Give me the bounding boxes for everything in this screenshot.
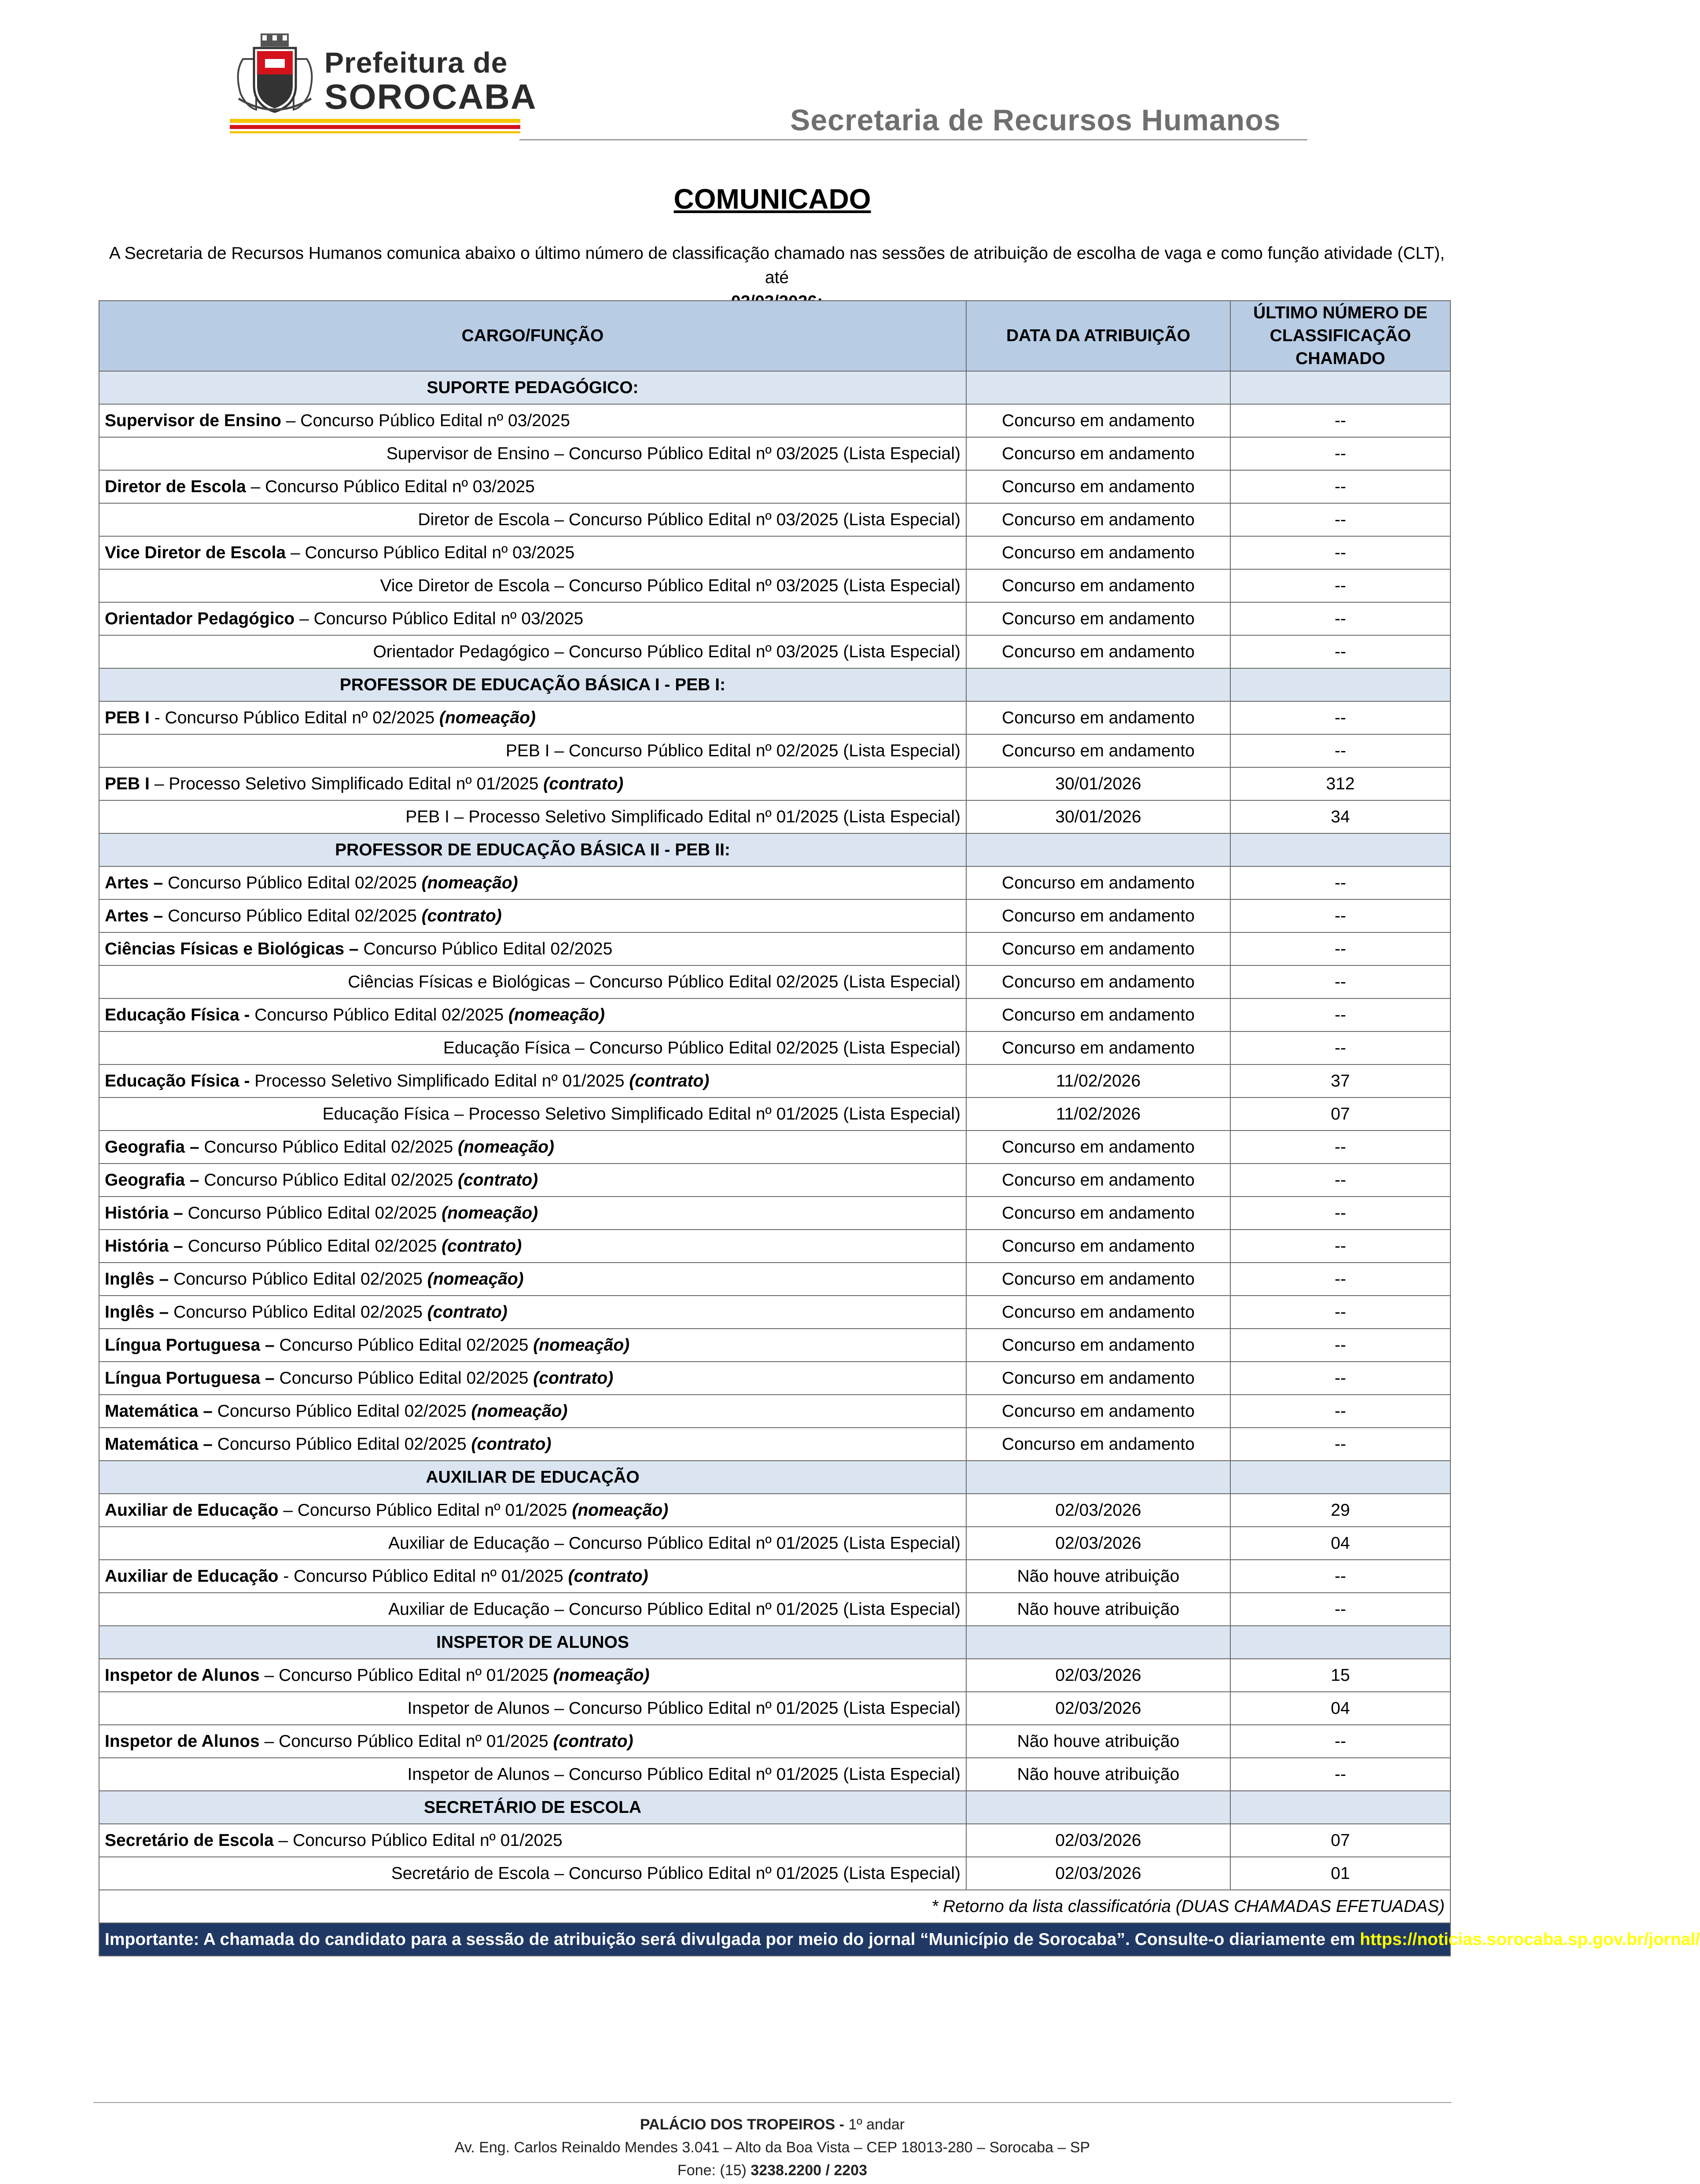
cargo-cell-lista-especial: Auxiliar de Educação – Concurso Público Edital nº 01/2025 (Lista Especial) bbox=[99, 1527, 966, 1560]
cargo-cell-lista-especial: Vice Diretor de Escola – Concurso Público Edital nº 03/2025 (Lista Especial) bbox=[99, 569, 966, 602]
table-row bbox=[99, 1064, 1450, 1098]
cargo-description: – Concurso Público Edital nº 01/2025 bbox=[278, 1500, 572, 1520]
cargo-description: Concurso Público Edital 02/2025 bbox=[358, 939, 613, 958]
table-body bbox=[99, 371, 1450, 1890]
section-title: PROFESSOR DE EDUCAÇÃO BÁSICA I - PEB I: bbox=[99, 668, 966, 701]
section-row bbox=[99, 833, 1450, 866]
cargo-name: Inspetor de Alunos bbox=[105, 1731, 260, 1751]
table-row bbox=[99, 635, 1450, 668]
footer-phone-line bbox=[0, 2159, 1545, 2182]
table-row bbox=[99, 404, 1450, 437]
data-atribuicao-cell: Concurso em andamento bbox=[966, 734, 1230, 767]
cargo-name: Artes – bbox=[105, 906, 163, 925]
data-atribuicao-cell: 11/02/2026 bbox=[966, 1098, 1230, 1131]
data-atribuicao-cell: Concurso em andamento bbox=[966, 1428, 1230, 1461]
cargo-modality: (nomeação) bbox=[508, 1005, 605, 1024]
table-row bbox=[99, 1031, 1450, 1064]
table-row bbox=[99, 602, 1450, 635]
cargo-name: Auxiliar de Educação bbox=[105, 1500, 279, 1520]
section-empty-cell bbox=[1230, 1461, 1450, 1494]
header-cargo: CARGO/FUNÇÃO bbox=[99, 301, 966, 371]
cargo-name: Língua Portuguesa – bbox=[105, 1335, 275, 1355]
prefeitura-logo bbox=[230, 33, 537, 134]
cargo-modality: (contrato) bbox=[629, 1071, 710, 1090]
cargo-name: Educação Física - bbox=[105, 1071, 250, 1090]
cargo-name: Inspetor de Alunos bbox=[105, 1665, 260, 1685]
data-atribuicao-cell: Concurso em andamento bbox=[966, 470, 1230, 503]
cargo-cell bbox=[99, 1824, 966, 1857]
cargo-cell bbox=[99, 767, 966, 800]
section-row bbox=[99, 371, 1450, 404]
section-title: PROFESSOR DE EDUCAÇÃO BÁSICA II - PEB II: bbox=[99, 833, 966, 866]
ultimo-numero-cell: -- bbox=[1230, 1593, 1450, 1626]
classification-table bbox=[99, 300, 1700, 1956]
cargo-modality: (contrato) bbox=[533, 1368, 614, 1388]
data-atribuicao-cell: Concurso em andamento bbox=[966, 899, 1230, 932]
important-cell bbox=[99, 1923, 1700, 1956]
cargo-description: Concurso Público Edital 02/2025 bbox=[183, 1236, 442, 1256]
cargo-name: PEB I bbox=[105, 774, 150, 793]
cargo-description: – Concurso Público Edital nº 01/2025 bbox=[259, 1731, 553, 1751]
cargo-cell-lista-especial: Inspetor de Alunos – Concurso Público Edital nº 01/2025 (Lista Especial) bbox=[99, 1758, 966, 1791]
ultimo-numero-cell: 312 bbox=[1230, 767, 1450, 800]
cargo-name: Inglês – bbox=[105, 1302, 169, 1322]
cargo-cell-lista-especial: Educação Física – Processo Seletivo Simplificado Edital nº 01/2025 (Lista Especial) bbox=[99, 1098, 966, 1131]
data-atribuicao-cell: Concurso em andamento bbox=[966, 932, 1230, 965]
cargo-cell bbox=[99, 602, 966, 635]
cargo-description: – Concurso Público Edital nº 03/2025 bbox=[294, 609, 584, 628]
ultimo-numero-cell: -- bbox=[1230, 965, 1450, 998]
cargo-cell-lista-especial: Orientador Pedagógico – Concurso Público Edital nº 03/2025 (Lista Especial) bbox=[99, 635, 966, 668]
cargo-description: Concurso Público Edital 02/2025 bbox=[199, 1170, 458, 1190]
ultimo-numero-cell: 04 bbox=[1230, 1527, 1450, 1560]
cargo-modality: (nomeação) bbox=[442, 1203, 538, 1223]
cargo-modality: (contrato) bbox=[471, 1434, 552, 1454]
ultimo-numero-cell: -- bbox=[1230, 569, 1450, 602]
data-atribuicao-cell: Concurso em andamento bbox=[966, 998, 1230, 1031]
cargo-cell bbox=[99, 1296, 966, 1329]
table-row bbox=[99, 998, 1450, 1031]
table-row bbox=[99, 1296, 1450, 1329]
cargo-modality: (contrato) bbox=[553, 1731, 633, 1751]
section-row bbox=[99, 668, 1450, 701]
data-atribuicao-cell: Concurso em andamento bbox=[966, 1197, 1230, 1230]
data-atribuicao-cell: Não houve atribuição bbox=[966, 1725, 1230, 1758]
table-row bbox=[99, 1329, 1450, 1362]
table-row bbox=[99, 1494, 1450, 1527]
cargo-cell bbox=[99, 536, 966, 569]
sorocaba-crest-icon bbox=[230, 33, 320, 114]
table-row bbox=[99, 1527, 1450, 1560]
data-atribuicao-cell: Concurso em andamento bbox=[966, 404, 1230, 437]
ultimo-numero-cell: -- bbox=[1230, 635, 1450, 668]
cargo-name: Auxiliar de Educação bbox=[105, 1566, 279, 1586]
ultimo-numero-cell: -- bbox=[1230, 404, 1450, 437]
page-header bbox=[0, 0, 1545, 145]
section-row bbox=[99, 1791, 1450, 1824]
section-empty-cell bbox=[1230, 1626, 1450, 1659]
cargo-description: Concurso Público Edital 02/2025 bbox=[199, 1137, 458, 1156]
cargo-modality: (nomeação) bbox=[439, 708, 536, 727]
data-atribuicao-cell: Não houve atribuição bbox=[966, 1560, 1230, 1593]
table-row bbox=[99, 536, 1450, 569]
section-empty-cell bbox=[966, 833, 1230, 866]
table-row bbox=[99, 1131, 1450, 1164]
cargo-modality: (contrato) bbox=[421, 906, 502, 925]
ultimo-numero-cell: 07 bbox=[1230, 1824, 1450, 1857]
cargo-cell-lista-especial: Ciências Físicas e Biológicas – Concurso Público Edital 02/2025 (Lista Especial) bbox=[99, 965, 966, 998]
ultimo-numero-cell: -- bbox=[1230, 1428, 1450, 1461]
footer-floor: 1º andar bbox=[844, 2116, 905, 2133]
data-atribuicao-cell: 30/01/2026 bbox=[966, 767, 1230, 800]
cargo-modality: (nomeação) bbox=[421, 873, 518, 892]
footer-address: Av. Eng. Carlos Reinaldo Mendes 3.041 – Alto da Boa Vista – CEP 18013-280 – Sorocaba – SP bbox=[454, 2139, 1090, 2156]
table-row bbox=[99, 1593, 1450, 1626]
cargo-name: Matemática – bbox=[105, 1434, 213, 1454]
data-atribuicao-cell: Concurso em andamento bbox=[966, 1395, 1230, 1428]
cargo-name: Geografia – bbox=[105, 1137, 199, 1156]
important-row bbox=[99, 1923, 1450, 1956]
data-atribuicao-cell: Concurso em andamento bbox=[966, 701, 1230, 734]
table-row bbox=[99, 503, 1450, 536]
section-title: INSPETOR DE ALUNOS bbox=[99, 1626, 966, 1659]
cargo-description: Concurso Público Edital 02/2025 bbox=[163, 873, 422, 892]
table-row bbox=[99, 899, 1450, 932]
data-atribuicao-cell: 30/01/2026 bbox=[966, 800, 1230, 833]
table-row bbox=[99, 569, 1450, 602]
footer-phone-label: Fone: (15) bbox=[677, 2162, 751, 2179]
cargo-cell bbox=[99, 404, 966, 437]
ultimo-numero-cell: -- bbox=[1230, 1329, 1450, 1362]
cargo-name: Secretário de Escola bbox=[105, 1830, 274, 1850]
ultimo-numero-cell: -- bbox=[1230, 1197, 1450, 1230]
ultimo-numero-cell: -- bbox=[1230, 1362, 1450, 1395]
ultimo-numero-cell: -- bbox=[1230, 1131, 1450, 1164]
page-title: COMUNICADO bbox=[673, 183, 871, 215]
data-atribuicao-cell: Concurso em andamento bbox=[966, 1362, 1230, 1395]
data-atribuicao-cell: Concurso em andamento bbox=[966, 569, 1230, 602]
data-atribuicao-cell: Concurso em andamento bbox=[966, 965, 1230, 998]
cargo-cell bbox=[99, 1428, 966, 1461]
ultimo-numero-cell: -- bbox=[1230, 470, 1450, 503]
cargo-description: - Concurso Público Edital nº 01/2025 bbox=[278, 1566, 568, 1586]
cargo-cell-lista-especial: Educação Física – Concurso Público Edital 02/2025 (Lista Especial) bbox=[99, 1031, 966, 1064]
cargo-name: História – bbox=[105, 1203, 183, 1223]
brand-line-1: Prefeitura de bbox=[324, 46, 508, 79]
section-empty-cell bbox=[966, 1461, 1230, 1494]
cargo-cell bbox=[99, 1064, 966, 1098]
footer-divider bbox=[93, 2102, 1451, 2103]
data-atribuicao-cell: 02/03/2026 bbox=[966, 1527, 1230, 1560]
ultimo-numero-cell: -- bbox=[1230, 932, 1450, 965]
ultimo-numero-cell: -- bbox=[1230, 899, 1450, 932]
table-row bbox=[99, 767, 1450, 800]
table-row bbox=[99, 1362, 1450, 1395]
cargo-cell bbox=[99, 1131, 966, 1164]
ultimo-numero-cell: -- bbox=[1230, 1560, 1450, 1593]
table-row bbox=[99, 1230, 1450, 1263]
cargo-cell-lista-especial: PEB I – Processo Seletivo Simplificado Edital nº 01/2025 (Lista Especial) bbox=[99, 800, 966, 833]
header-divider bbox=[519, 139, 1307, 140]
data-atribuicao-cell: Concurso em andamento bbox=[966, 602, 1230, 635]
ultimo-numero-cell: 37 bbox=[1230, 1064, 1450, 1098]
table-row bbox=[99, 1692, 1450, 1725]
ultimo-numero-cell: -- bbox=[1230, 1395, 1450, 1428]
ultimo-numero-cell: -- bbox=[1230, 1230, 1450, 1263]
cargo-name: Inglês – bbox=[105, 1269, 169, 1289]
table-row bbox=[99, 437, 1450, 470]
data-atribuicao-cell: Concurso em andamento bbox=[966, 437, 1230, 470]
section-empty-cell bbox=[1230, 833, 1450, 866]
ultimo-numero-cell: -- bbox=[1230, 1725, 1450, 1758]
cargo-cell bbox=[99, 1329, 966, 1362]
data-atribuicao-cell: Concurso em andamento bbox=[966, 1329, 1230, 1362]
section-empty-cell bbox=[966, 1791, 1230, 1824]
cargo-description: Concurso Público Edital 02/2025 bbox=[163, 906, 422, 925]
data-atribuicao-cell: Concurso em andamento bbox=[966, 866, 1230, 899]
data-atribuicao-cell: 02/03/2026 bbox=[966, 1659, 1230, 1692]
header-ultimo-numero: ÚLTIMO NÚMERO DE CLASSIFICAÇÃO CHAMADO bbox=[1230, 301, 1450, 371]
ultimo-numero-cell: -- bbox=[1230, 437, 1450, 470]
cargo-cell bbox=[99, 1395, 966, 1428]
footer-building-line bbox=[0, 2113, 1545, 2136]
section-title: SUPORTE PEDAGÓGICO: bbox=[99, 371, 966, 404]
cargo-cell-lista-especial: Auxiliar de Educação – Concurso Público Edital nº 01/2025 (Lista Especial) bbox=[99, 1593, 966, 1626]
data-atribuicao-cell: Não houve atribuição bbox=[966, 1593, 1230, 1626]
cargo-name: Língua Portuguesa – bbox=[105, 1368, 275, 1388]
data-atribuicao-cell: 02/03/2026 bbox=[966, 1857, 1230, 1890]
cargo-cell bbox=[99, 1362, 966, 1395]
cargo-description: Concurso Público Edital 02/2025 bbox=[169, 1269, 427, 1289]
cargo-cell bbox=[99, 932, 966, 965]
cargo-cell bbox=[99, 1197, 966, 1230]
note-cell: * Retorno da lista classificatória (DUAS CHAMADAS EFETUADAS) bbox=[99, 1890, 1450, 1923]
ultimo-numero-cell: -- bbox=[1230, 1758, 1450, 1791]
table-row bbox=[99, 1824, 1450, 1857]
department-name: Secretaria de Recursos Humanos bbox=[790, 103, 1281, 137]
data-atribuicao-cell: Concurso em andamento bbox=[966, 635, 1230, 668]
ultimo-numero-cell: -- bbox=[1230, 734, 1450, 767]
cargo-name: Artes – bbox=[105, 873, 163, 892]
cargo-description: – Concurso Público Edital nº 03/2025 bbox=[286, 543, 575, 562]
ultimo-numero-cell: -- bbox=[1230, 503, 1450, 536]
cargo-description: Processo Seletivo Simplificado Edital nº 01/2025 bbox=[250, 1071, 629, 1090]
table-row bbox=[99, 1725, 1450, 1758]
section-empty-cell bbox=[1230, 371, 1450, 404]
cargo-description: Concurso Público Edital 02/2025 bbox=[183, 1203, 442, 1223]
ultimo-numero-cell: -- bbox=[1230, 701, 1450, 734]
note-row bbox=[99, 1890, 1450, 1923]
cargo-cell bbox=[99, 998, 966, 1031]
footer-building: PALÁCIO DOS TROPEIROS - bbox=[640, 2116, 844, 2133]
cargo-modality: (nomeação) bbox=[427, 1269, 524, 1289]
cargo-description: – Concurso Público Edital nº 03/2025 bbox=[246, 477, 535, 496]
table-row bbox=[99, 1164, 1450, 1197]
cargo-description: – Concurso Público Edital nº 01/2025 bbox=[273, 1830, 563, 1850]
table-row bbox=[99, 800, 1450, 833]
table-row bbox=[99, 734, 1450, 767]
brand-line-2: SOROCABA bbox=[324, 77, 537, 116]
table-row bbox=[99, 965, 1450, 998]
table-row bbox=[99, 866, 1450, 899]
ultimo-numero-cell: 07 bbox=[1230, 1098, 1450, 1131]
ultimo-numero-cell: 29 bbox=[1230, 1494, 1450, 1527]
cargo-name: Geografia – bbox=[105, 1170, 199, 1190]
footer-phone: 3238.2200 / 2203 bbox=[751, 2162, 867, 2179]
cargo-cell bbox=[99, 1164, 966, 1197]
cargo-name: Supervisor de Ensino bbox=[105, 411, 281, 430]
cargo-cell bbox=[99, 1725, 966, 1758]
data-atribuicao-cell: 11/02/2026 bbox=[966, 1064, 1230, 1098]
cargo-description: – Concurso Público Edital nº 03/2025 bbox=[281, 411, 570, 430]
ultimo-numero-cell: -- bbox=[1230, 1164, 1450, 1197]
cargo-description: Concurso Público Edital 02/2025 bbox=[250, 1005, 509, 1024]
cargo-cell bbox=[99, 701, 966, 734]
cargo-modality: (nomeação) bbox=[572, 1500, 669, 1520]
ultimo-numero-cell: 15 bbox=[1230, 1659, 1450, 1692]
cargo-cell bbox=[99, 899, 966, 932]
table-row bbox=[99, 1098, 1450, 1131]
table-row bbox=[99, 1857, 1450, 1890]
cargo-description: Concurso Público Edital 02/2025 bbox=[169, 1302, 427, 1322]
section-title: SECRETÁRIO DE ESCOLA bbox=[99, 1791, 966, 1824]
table-row bbox=[99, 932, 1450, 965]
cargo-modality: (contrato) bbox=[427, 1302, 508, 1322]
ultimo-numero-cell: 04 bbox=[1230, 1692, 1450, 1725]
cargo-modality: (nomeação) bbox=[553, 1665, 650, 1685]
section-empty-cell bbox=[1230, 1791, 1450, 1824]
cargo-description: Concurso Público Edital 02/2025 bbox=[274, 1368, 534, 1388]
important-text: Importante: A chamada do candidato para a sessão de atribuição será divulgada por meio do jornal “Município de Sorocaba”. Consulte-o diariamente em bbox=[105, 1930, 1355, 1949]
cargo-cell bbox=[99, 866, 966, 899]
cargo-modality: (contrato) bbox=[568, 1566, 648, 1586]
data-atribuicao-cell: Concurso em andamento bbox=[966, 503, 1230, 536]
section-empty-cell bbox=[966, 371, 1230, 404]
cargo-name: PEB I bbox=[105, 708, 150, 727]
section-empty-cell bbox=[966, 1626, 1230, 1659]
header-data: DATA DA ATRIBUIÇÃO bbox=[966, 301, 1230, 371]
table-row bbox=[99, 701, 1450, 734]
data-atribuicao-cell: Concurso em andamento bbox=[966, 1031, 1230, 1064]
table-row bbox=[99, 1197, 1450, 1230]
cargo-name: Matemática – bbox=[105, 1401, 213, 1421]
cargo-modality: (nomeação) bbox=[458, 1137, 555, 1156]
table-row bbox=[99, 1395, 1450, 1428]
data-atribuicao-cell: Concurso em andamento bbox=[966, 1131, 1230, 1164]
ultimo-numero-cell: -- bbox=[1230, 998, 1450, 1031]
page-footer bbox=[0, 2113, 1545, 2182]
logo-stripe-yellow-2 bbox=[230, 131, 520, 133]
data-atribuicao-cell: 02/03/2026 bbox=[966, 1824, 1230, 1857]
data-atribuicao-cell: 02/03/2026 bbox=[966, 1494, 1230, 1527]
logo-stripe-red bbox=[230, 125, 520, 129]
cargo-name: Ciências Físicas e Biológicas – bbox=[105, 939, 359, 958]
cargo-name: História – bbox=[105, 1236, 183, 1256]
cargo-cell bbox=[99, 1494, 966, 1527]
data-atribuicao-cell: Concurso em andamento bbox=[966, 1263, 1230, 1296]
cargo-name: Vice Diretor de Escola bbox=[105, 543, 286, 562]
section-row bbox=[99, 1461, 1450, 1494]
data-atribuicao-cell: 02/03/2026 bbox=[966, 1692, 1230, 1725]
data-atribuicao-cell: Concurso em andamento bbox=[966, 1164, 1230, 1197]
cargo-cell bbox=[99, 1659, 966, 1692]
cargo-modality: (nomeação) bbox=[471, 1401, 568, 1421]
cargo-description: – Concurso Público Edital nº 01/2025 bbox=[259, 1665, 553, 1685]
table-row bbox=[99, 1758, 1450, 1791]
data-atribuicao-cell: Não houve atribuição bbox=[966, 1758, 1230, 1791]
section-empty-cell bbox=[966, 668, 1230, 701]
ultimo-numero-cell: -- bbox=[1230, 1031, 1450, 1064]
cargo-name: Diretor de Escola bbox=[105, 477, 246, 496]
ultimo-numero-cell: -- bbox=[1230, 602, 1450, 635]
cargo-description: – Processo Seletivo Simplificado Edital nº 01/2025 bbox=[149, 774, 544, 793]
cargo-description: Concurso Público Edital 02/2025 bbox=[212, 1434, 471, 1454]
ultimo-numero-cell: 01 bbox=[1230, 1857, 1450, 1890]
cargo-cell-lista-especial: PEB I – Concurso Público Edital nº 02/2025 (Lista Especial) bbox=[99, 734, 966, 767]
data-atribuicao-cell: Concurso em andamento bbox=[966, 1296, 1230, 1329]
cargo-modality: (contrato) bbox=[543, 774, 624, 793]
cargo-name: Orientador Pedagógico bbox=[105, 609, 295, 628]
cargo-cell bbox=[99, 1230, 966, 1263]
cargo-name: Educação Física - bbox=[105, 1005, 250, 1024]
table-header-row bbox=[99, 301, 1450, 371]
jornal-link[interactable]: https://noticias.sorocaba.sp.gov.br/jornal/ bbox=[1360, 1930, 1700, 1949]
cargo-cell-lista-especial: Secretário de Escola – Concurso Público Edital nº 01/2025 (Lista Especial) bbox=[99, 1857, 966, 1890]
ultimo-numero-cell: 34 bbox=[1230, 800, 1450, 833]
cargo-modality: (contrato) bbox=[442, 1236, 522, 1256]
ultimo-numero-cell: -- bbox=[1230, 1263, 1450, 1296]
cargo-description: Concurso Público Edital 02/2025 bbox=[274, 1335, 534, 1355]
ultimo-numero-cell: -- bbox=[1230, 536, 1450, 569]
ultimo-numero-cell: -- bbox=[1230, 1296, 1450, 1329]
data-atribuicao-cell: Concurso em andamento bbox=[966, 536, 1230, 569]
cargo-modality: (nomeação) bbox=[533, 1335, 630, 1355]
cargo-cell bbox=[99, 1263, 966, 1296]
section-row bbox=[99, 1626, 1450, 1659]
logo-stripe-yellow bbox=[230, 119, 520, 123]
table-row bbox=[99, 1428, 1450, 1461]
data-atribuicao-cell: Concurso em andamento bbox=[966, 1230, 1230, 1263]
cargo-cell-lista-especial: Inspetor de Alunos – Concurso Público Edital nº 01/2025 (Lista Especial) bbox=[99, 1692, 966, 1725]
cargo-cell-lista-especial: Diretor de Escola – Concurso Público Edital nº 03/2025 (Lista Especial) bbox=[99, 503, 966, 536]
table-row bbox=[99, 1263, 1450, 1296]
table-row bbox=[99, 1659, 1450, 1692]
cargo-cell bbox=[99, 470, 966, 503]
cargo-cell bbox=[99, 1560, 966, 1593]
intro-text: A Secretaria de Recursos Humanos comunica abaixo o último número de classificação chamado nas sessões de atribuição de escolha de vaga e como função atividade (CLT), até bbox=[109, 244, 1445, 287]
table-row bbox=[99, 470, 1450, 503]
cargo-description: - Concurso Público Edital nº 02/2025 bbox=[149, 708, 439, 727]
table-row bbox=[99, 1560, 1450, 1593]
cargo-cell-lista-especial: Supervisor de Ensino – Concurso Público Edital nº 03/2025 (Lista Especial) bbox=[99, 437, 966, 470]
ultimo-numero-cell: -- bbox=[1230, 866, 1450, 899]
cargo-modality: (contrato) bbox=[458, 1170, 538, 1190]
cargo-description: Concurso Público Edital 02/2025 bbox=[212, 1401, 471, 1421]
section-title: AUXILIAR DE EDUCAÇÃO bbox=[99, 1461, 966, 1494]
section-empty-cell bbox=[1230, 668, 1450, 701]
